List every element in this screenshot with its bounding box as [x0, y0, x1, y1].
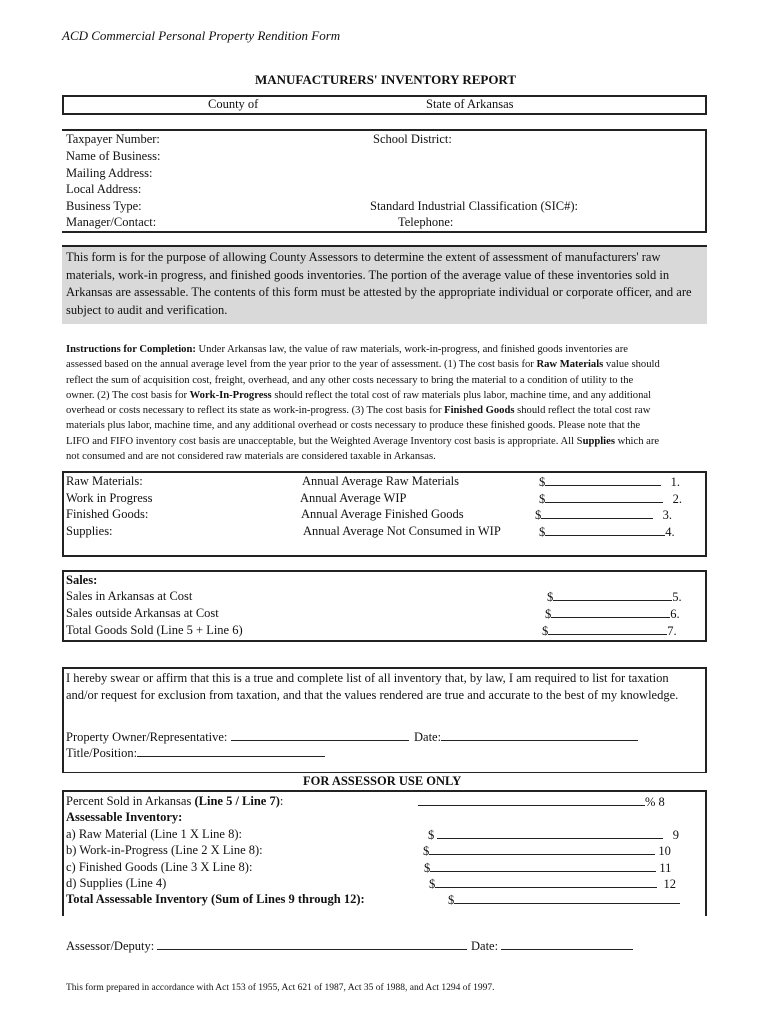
- assessor-heading: FOR ASSESSOR USE ONLY: [303, 774, 462, 788]
- total-assessable-field[interactable]: $: [448, 892, 680, 908]
- taxpayer-right-rule: [705, 129, 707, 233]
- assessable-wip-label: b) Work-in-Progress (Line 2 X Line 8):: [66, 843, 263, 857]
- assessor-box-left: [62, 790, 64, 916]
- avg-finished-desc: Annual Average Finished Goods: [301, 507, 464, 521]
- assessable-finished-label: c) Finished Goods (Line 3 X Line 8):: [66, 860, 253, 874]
- assessable-raw-label: a) Raw Material (Line 1 X Line 8):: [66, 827, 242, 841]
- taxpayer-top-rule: [62, 129, 707, 131]
- assessor-box-top: [62, 790, 707, 792]
- avg-wip-desc: Annual Average WIP: [300, 491, 407, 505]
- avg-supplies-desc: Annual Average Not Consumed in WIP: [303, 524, 501, 538]
- manager-label: Manager/Contact:: [66, 215, 157, 229]
- school-district-label: School District:: [373, 132, 452, 146]
- telephone-label: Telephone:: [398, 215, 454, 229]
- owner-field[interactable]: Property Owner/Representative:: [66, 729, 409, 745]
- purpose-text: This form is for the purpose of allowing County Assessors to determine the extent of assessment of manufacturers' raw materials, work-in progress, and finished goods inventories. The portion of the average value of these inventories sold in Arkansas are assessable. The contents of this form must be attested by the appropriate individual or corporate officer, and are subject to audit and verification.: [66, 250, 692, 317]
- local-address-label: Local Address:: [66, 182, 142, 196]
- wip-label: Work in Progress: [66, 491, 153, 505]
- sales-outside-label: Sales outside Arkansas at Cost: [66, 606, 219, 620]
- title-field[interactable]: Title/Position:: [66, 745, 325, 761]
- raw-value-field[interactable]: $ 1.: [539, 475, 680, 489]
- sales-outside-field[interactable]: $ 6.: [545, 607, 680, 621]
- raw-materials-label: Raw Materials:: [66, 474, 143, 488]
- assessable-raw-field[interactable]: $ 9: [428, 828, 679, 842]
- avg-raw-desc: Annual Average Raw Materials: [302, 474, 460, 488]
- sales-arkansas-label: Sales in Arkansas at Cost: [66, 589, 193, 603]
- form-title: ACD Commercial Personal Property Rendition Form: [62, 28, 341, 43]
- supplies-label: Supplies:: [66, 524, 113, 538]
- assessable-heading: Assessable Inventory:: [66, 810, 183, 824]
- total-assessable-label: Total Assessable Inventory (Sum of Lines 9 through 12):: [66, 892, 365, 906]
- total-sold-field[interactable]: $ 7.: [542, 624, 677, 638]
- footer-note: This form prepared in accordance with Act 153 of 1955, Act 621 of 1987, Act 35 of 1988, and Act 1294 of 1997.: [66, 983, 495, 993]
- assessor-date-field[interactable]: Date:: [471, 938, 633, 954]
- business-name-label: Name of Business:: [66, 149, 161, 163]
- percent-sold-label: Percent Sold in Arkansas (Line 5 / Line 7):: [66, 794, 284, 808]
- assessor-deputy-field[interactable]: Assessor/Deputy:: [66, 938, 467, 954]
- county-box: [62, 95, 707, 115]
- total-sold-label: Total Goods Sold (Line 5 + Line 6): [66, 623, 243, 637]
- county-label: County of: [208, 97, 259, 111]
- business-type-label: Business Type:: [66, 199, 142, 213]
- owner-date-field[interactable]: Date:: [414, 729, 638, 745]
- wip-value-field[interactable]: $ 2.: [539, 492, 682, 506]
- assessable-supplies-label: d) Supplies (Line 4): [66, 876, 167, 890]
- oath-line-1: I hereby swear or affirm that this is a true and complete list of all inventory that, by law, I am required to list for taxation: [66, 671, 669, 685]
- assessor-rule: [62, 772, 707, 773]
- supplies-value-field[interactable]: $ 4.: [539, 525, 675, 539]
- state-label: State of Arkansas: [426, 97, 514, 111]
- taxpayer-bottom-rule: [62, 231, 707, 233]
- finished-value-field[interactable]: $ 3.: [535, 508, 672, 522]
- sic-label: Standard Industrial Classification (SIC#):: [370, 199, 578, 213]
- percent-sold-field[interactable]: % 8: [418, 794, 665, 810]
- sales-arkansas-field[interactable]: $ 5.: [547, 590, 682, 604]
- assessor-box-right: [705, 790, 707, 916]
- assessable-wip-field[interactable]: $ 10: [423, 844, 671, 858]
- report-title: MANUFACTURERS' INVENTORY REPORT: [255, 72, 517, 87]
- taxpayer-number-label: Taxpayer Number:: [66, 132, 160, 146]
- assessable-supplies-field[interactable]: $ 12: [429, 877, 676, 891]
- sales-heading: Sales:: [66, 573, 98, 587]
- assessable-finished-field[interactable]: $ 11: [424, 861, 672, 875]
- oath-line-2: and/or request for exclusion from taxation, and that the values rendered are true and accurate to the best of my knowledge.: [66, 688, 679, 702]
- purpose-top-rule: [62, 245, 707, 247]
- finished-goods-label: Finished Goods:: [66, 507, 149, 521]
- mailing-address-label: Mailing Address:: [66, 166, 153, 180]
- instructions-text: Instructions for Completion: Under Arkansas law, the value of raw materials, work-in-progress, and finished goods inventories are assessed based on the annual average level from the year prior to the year of assessment. (1) The cost basis for Raw Materials value should reflect the sum of acquisition cost, freight, overhead, and any other costs necessary to bring the material to a condition of utility to the owner. (2) The cost basis for Work-In-Progress should reflect the total cost of raw materials plus labor, machine time, and any additional overhead or costs necessary to reflect its state as work-in-progress. (3) The cost basis for Finished Goods should reflect the total cost raw materials plus labor, machine time, and any additional overhead or costs necessary to produce these finished goods. Please note that the LIFO and FIFO inventory cost basis are unacceptable, but the Weighted Average Inventory cost basis is appropriate. All Supplies which are not consumed and are not considered raw materials are considered taxable in Arkansas.: [66, 344, 660, 463]
